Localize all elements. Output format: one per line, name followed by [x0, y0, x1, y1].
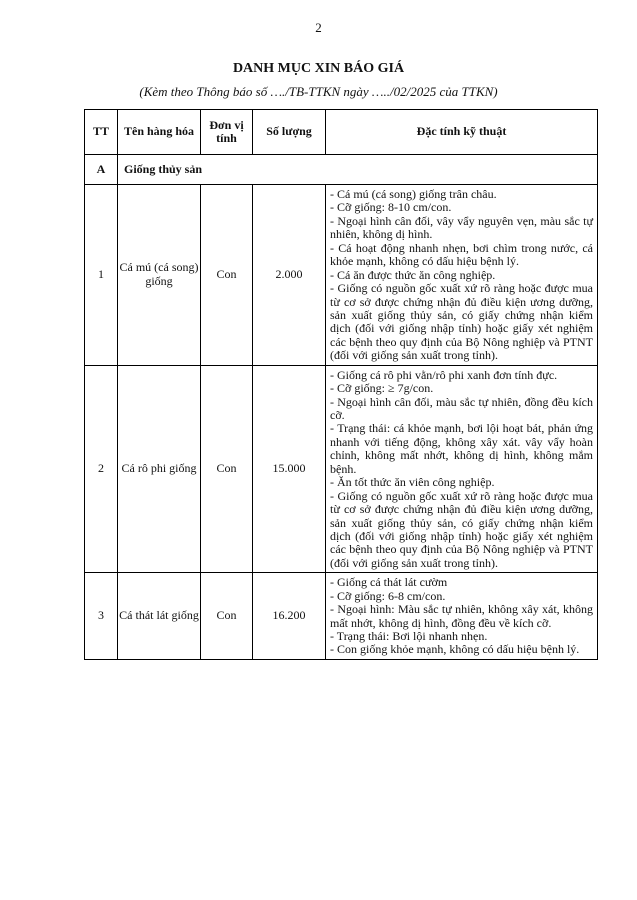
spec-line: - Cá ăn được thức ăn công nghiệp.: [330, 267, 496, 282]
cell-unit: Con: [201, 365, 253, 573]
cell-name: Cá mú (cá song) giống: [118, 185, 201, 366]
cell-spec: [326, 185, 598, 366]
spec-line: - Cỡ giống: ≥ 7g/con.: [330, 381, 434, 396]
table-row: [85, 365, 598, 573]
cell-spec: [326, 365, 598, 573]
cell-name: Cá rô phi giống: [118, 365, 201, 573]
spec-line: - Ăn tốt thức ăn viên công nghiệp.: [330, 475, 495, 490]
document-subtitle: (Kèm theo Thông báo số …./TB-TTKN ngày …../02/2025 của TTKN): [139, 84, 498, 99]
table-row: [85, 185, 598, 366]
spec-line: - Cá hoạt động nhanh nhẹn, bơi chìm trong nước, cá khỏe mạnh, không có dấu hiệu bệnh lý.: [330, 240, 593, 269]
page-number: 2: [315, 20, 322, 35]
spec-line: - Cá mú (cá song) giống trân châu.: [330, 187, 497, 201]
cell-tt: 1: [85, 185, 118, 366]
cell-name: Cá thát lát giống: [118, 573, 201, 660]
cell-unit: Con: [201, 573, 253, 660]
section-code: A: [85, 155, 118, 185]
header-tt: TT: [85, 110, 118, 155]
spec-line: - Giống có nguồn gốc xuất xứ rõ ràng hoặc được mua từ cơ sở được chứng nhận đủ điều kiện ương dưỡng, sản xuất giống thủy sản, có giấy chứng nhận kiểm dịch (đối với giống nhập tỉnh) hoặc giấy xét nghiệm các bệnh theo quy định của Bộ Nông nghiệp và PTNT (đối với giống sản xuất trong tỉnh).: [330, 281, 593, 363]
header-qty: Số lượng: [253, 110, 326, 155]
document-title: DANH MỤC XIN BÁO GIÁ: [232, 61, 405, 76]
header-unit: Đơn vị tính: [201, 110, 253, 155]
spec-line: - Ngoại hình cân đối, vây vẩy nguyên vẹn, màu sắc tự nhiên, không dị hình.: [330, 213, 593, 242]
spec-line: - Cỡ giống: 6-8 cm/con.: [330, 588, 446, 603]
cell-qty: 2.000: [253, 185, 326, 366]
spec-line: - Giống có nguồn gốc xuất xứ rõ ràng hoặc được mua từ cơ sở được chứng nhận đủ điều kiện ương dưỡng, sản xuất giống thủy sản, có giấy chứng nhận kiểm dịch (đối với giống nhập tỉnh) hoặc giấy xét nghiệm các bệnh theo quy định của Bộ Nông nghiệp và PTNT (đối với giống sản xuất trong tỉnh).: [330, 488, 593, 570]
quotation-table: [84, 109, 598, 660]
spec-line: - Ngoại hình: Màu sắc tự nhiên, không xây xát, không mất nhớt, không dị hình, đồng đều về kích cỡ.: [330, 602, 593, 630]
spec-line: - Con giống khỏe mạnh, không có dấu hiệu bệnh lý.: [330, 642, 580, 657]
cell-tt: 3: [85, 573, 118, 660]
spec-line: - Cỡ giống: 8-10 cm/con.: [330, 200, 452, 215]
table-row: [85, 573, 598, 660]
header-spec: Đặc tính kỹ thuật: [326, 110, 598, 155]
table-header-row: [85, 110, 598, 155]
section-title: Giống thủy sản: [118, 155, 598, 185]
header-name: Tên hàng hóa: [118, 110, 201, 155]
spec-line: - Trạng thái: cá khỏe mạnh, bơi lội hoạt bát, phản ứng nhanh với tiếng động, không xây xát. vây vẩy hoàn chỉnh, không mất nhớt, không dị hình, không mắm bệnh.: [330, 421, 593, 476]
spec-line: - Giống cá thát lát cườm: [330, 575, 448, 590]
section-row: [85, 155, 598, 185]
cell-unit: Con: [201, 185, 253, 366]
cell-qty: 16.200: [253, 573, 326, 660]
cell-spec: [326, 573, 598, 660]
spec-line: - Ngoại hình cân đối, màu sắc tự nhiên, đồng đều kích cỡ.: [330, 394, 593, 422]
cell-tt: 2: [85, 365, 118, 573]
spec-line: - Giống cá rô phi vằn/rô phi xanh đơn tính đực.: [330, 367, 558, 382]
spec-line: - Trạng thái: Bơi lội nhanh nhẹn.: [330, 629, 488, 643]
cell-qty: 15.000: [253, 365, 326, 573]
